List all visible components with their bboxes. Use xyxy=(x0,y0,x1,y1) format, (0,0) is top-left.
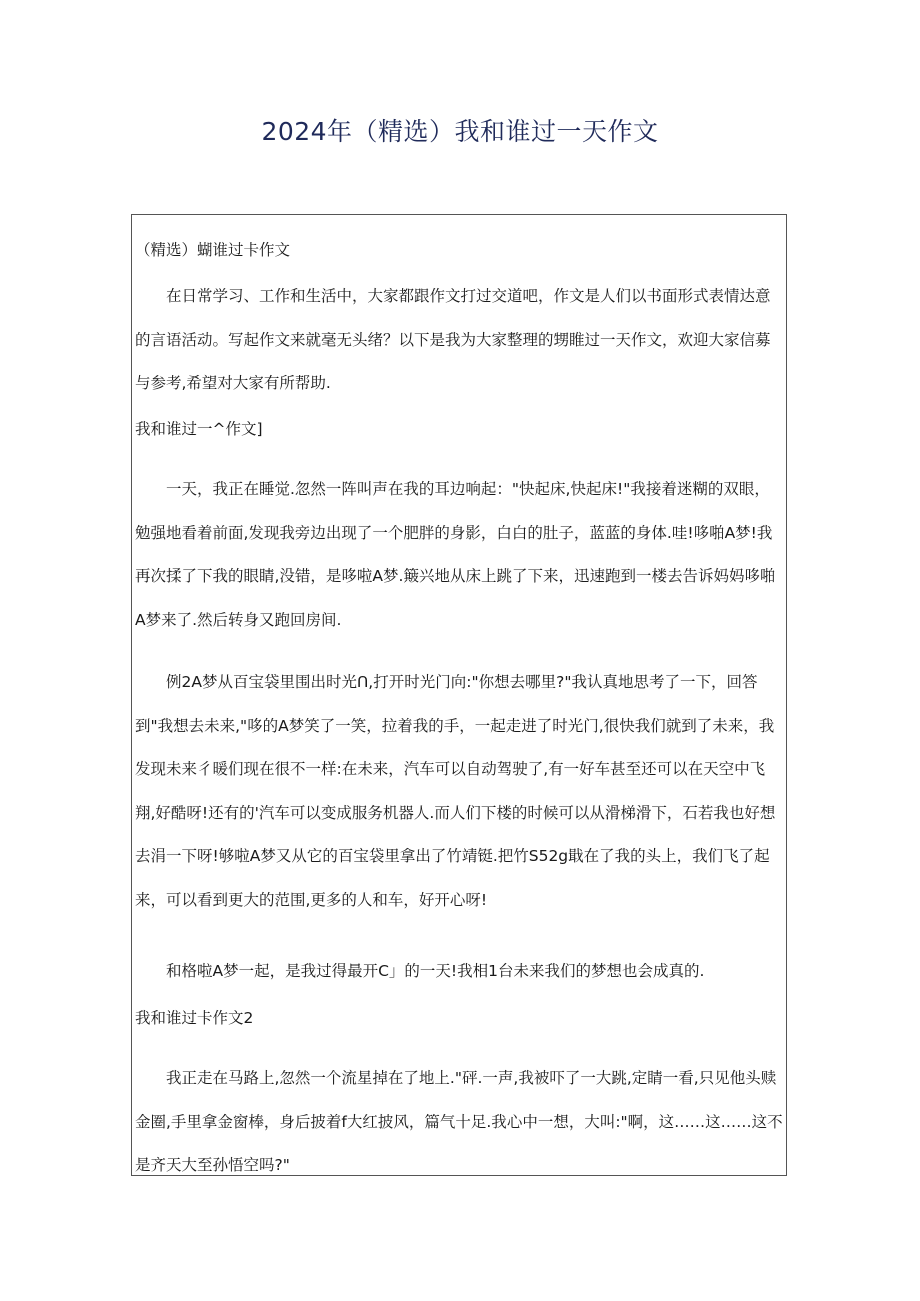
document-title: 2024年（精选）我和谁过一天作文 xyxy=(261,117,659,146)
essay-1-paragraph-1: 一天，我正在睡觉.忽然一阵叫声在我的耳边响起："快起床,快起床!"我接着迷糊的双眼，勉强地看着前面,发现我旁边出现了一个肥胖的身影，白白的肚子，蓝蓝的身体.哇!哆啪A梦!我再次揉了下我的眼睛,没错，是哆啦A梦.簸兴地从床上跳了下来，迅速跑到一楼去告诉妈妈哆啪A梦来了.然后转身又跑回房间. xyxy=(135,480,776,629)
essay-1-paragraph-2: 例2A梦从百宝袋里围出时光Ո,打开时光门向:"你想去哪里?"我认真地思考了一下，回答到"我想去未来,"哆的A梦笑了一笑，拉着我的手，一起走进了时光门,很快我们就到了未来，我发现未来彳暖们现在很不一样:在未来，汽车可以自动驾驶了,有一好车甚至还可以在天空中飞翔,好酷呀!还有的'汽车可以变成服务机器人.而人们下楼的时候可以从滑梯滑下，石若我也好想去涓一下呀!够啦A梦又从它的百宝袋里拿出了竹靖铤.把竹S52g戢在了我的头上，我们飞了起来，可以看到更大的范围,更多的人和车，好开心呀! xyxy=(135,673,776,909)
essay-heading-1: 我和谁过一^作文] xyxy=(135,420,263,438)
essay-1-paragraph-3: 和格啦A梦一起，是我过得最开C」的一天!我相1台未来我们的梦想也会成真的. xyxy=(166,962,705,980)
intro-paragraph: 在日常学习、工作和生活中，大家都跟作文打过交道吧，作文是人们以书面形式表情达意的言语活动。写起作文来就毫无头绪？以下是我为大家整理的甥睢过一天作文，欢迎大家信募与参考,希望对大家有所帮助. xyxy=(135,287,771,392)
essay-subtitle: （精选）蝴谁过卡作文 xyxy=(135,241,291,259)
essay-content-box xyxy=(131,214,787,1176)
essay-2-paragraph-1: 我正走在马路上,忽然一个流星掉在了地上."砰.一声,我被吓了一大跳,定睛一看,只见他头赎金圈,手里拿金窗棒，身后披着f大红披风，篇气十足.我心中一想，大叫:"啊，这……这……这不是齐天大至孙悟空吗?" xyxy=(135,1069,783,1174)
essay-heading-2: 我和谁过卡作文2 xyxy=(135,1009,254,1027)
